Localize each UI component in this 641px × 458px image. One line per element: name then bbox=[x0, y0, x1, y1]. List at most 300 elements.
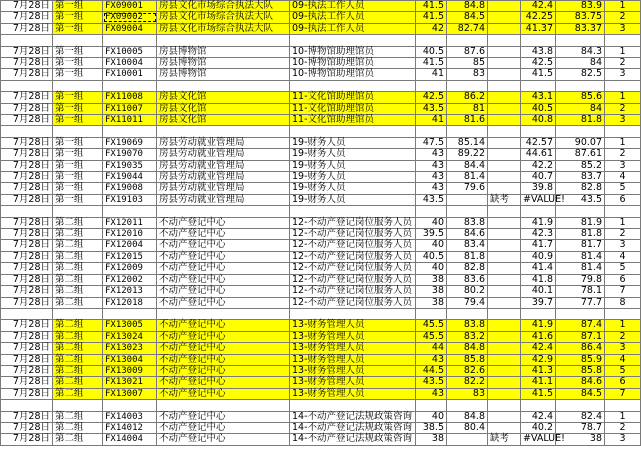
note-cell[interactable] bbox=[488, 1, 521, 12]
unit-cell[interactable]: 房县文化市场综合执法大队 bbox=[157, 12, 290, 23]
note-cell[interactable] bbox=[488, 149, 521, 160]
interview-score-cell[interactable]: 87.6 bbox=[447, 46, 488, 57]
rank-cell[interactable]: 6 bbox=[605, 194, 641, 205]
written-score-cell[interactable]: 39.5 bbox=[416, 229, 447, 240]
date-cell[interactable]: 7月28日 bbox=[1, 263, 53, 274]
empty-cell[interactable] bbox=[53, 400, 103, 411]
interview-score-cell[interactable]: 83.8 bbox=[447, 320, 488, 331]
group-cell[interactable]: 第一组 bbox=[53, 92, 103, 103]
position-cell[interactable]: 12-不动产登记岗位服务人员 bbox=[290, 240, 416, 251]
written-score-cell[interactable]: 41 bbox=[416, 69, 447, 80]
empty-cell[interactable] bbox=[157, 126, 290, 137]
rank-cell[interactable]: 2 bbox=[605, 103, 641, 114]
candidate-code-cell[interactable]: FX13024 bbox=[103, 331, 157, 342]
total-score-cell[interactable]: 43.5 bbox=[556, 194, 605, 205]
written-score-cell[interactable]: 43 bbox=[416, 183, 447, 194]
weighted-score-cell[interactable]: 40.9 bbox=[521, 251, 556, 262]
position-cell[interactable]: 19-财务人员 bbox=[290, 172, 416, 183]
total-score-cell[interactable]: 38 bbox=[556, 434, 605, 445]
unit-cell[interactable]: 房县文化市场综合执法大队 bbox=[157, 1, 290, 12]
interview-score-cell[interactable]: 86.2 bbox=[447, 92, 488, 103]
unit-cell[interactable]: 不动产登记中心 bbox=[157, 434, 290, 445]
group-cell[interactable]: 第二组 bbox=[53, 229, 103, 240]
candidate-code-cell[interactable]: FX12002 bbox=[103, 274, 157, 285]
empty-cell[interactable] bbox=[605, 400, 641, 411]
candidate-code-cell[interactable]: FX12018 bbox=[103, 297, 157, 308]
position-cell[interactable]: 14-不动产登记法规政策咨询 bbox=[290, 434, 416, 445]
candidate-code-cell[interactable]: FX14003 bbox=[103, 411, 157, 422]
note-cell[interactable] bbox=[488, 251, 521, 262]
rank-cell[interactable]: 3 bbox=[605, 160, 641, 171]
empty-cell[interactable] bbox=[157, 35, 290, 46]
total-score-cell[interactable]: 85.6 bbox=[556, 92, 605, 103]
note-cell[interactable]: 缺考 bbox=[488, 434, 521, 445]
position-cell[interactable]: 10-博物馆助理馆员 bbox=[290, 46, 416, 57]
written-score-cell[interactable]: 45.5 bbox=[416, 320, 447, 331]
candidate-code-cell[interactable]: FX11008 bbox=[103, 92, 157, 103]
empty-cell[interactable] bbox=[447, 35, 488, 46]
date-cell[interactable]: 7月28日 bbox=[1, 377, 53, 388]
candidate-code-cell[interactable]: FX12010 bbox=[103, 229, 157, 240]
group-cell[interactable]: 第二组 bbox=[53, 297, 103, 308]
date-cell[interactable]: 7月28日 bbox=[1, 92, 53, 103]
weighted-score-cell[interactable]: 41.9 bbox=[521, 320, 556, 331]
total-score-cell[interactable]: 84 bbox=[556, 103, 605, 114]
total-score-cell[interactable]: 81.9 bbox=[556, 217, 605, 228]
candidate-code-cell[interactable]: FX10001 bbox=[103, 69, 157, 80]
date-cell[interactable]: 7月28日 bbox=[1, 12, 53, 23]
position-cell[interactable]: 19-财务人员 bbox=[290, 137, 416, 148]
weighted-score-cell[interactable]: 41.37 bbox=[521, 23, 556, 34]
weighted-score-cell[interactable]: 42.3 bbox=[521, 229, 556, 240]
candidate-code-cell[interactable]: FX12009 bbox=[103, 263, 157, 274]
empty-cell[interactable] bbox=[103, 80, 157, 91]
empty-cell[interactable] bbox=[521, 80, 556, 91]
position-cell[interactable]: 14-不动产登记法规政策咨询 bbox=[290, 422, 416, 433]
empty-cell[interactable] bbox=[605, 80, 641, 91]
candidate-code-cell[interactable]: FX19044 bbox=[103, 172, 157, 183]
weighted-score-cell[interactable]: 40.5 bbox=[521, 103, 556, 114]
interview-score-cell[interactable]: 83.2 bbox=[447, 331, 488, 342]
interview-score-cell[interactable]: 81.4 bbox=[447, 172, 488, 183]
total-score-cell[interactable]: 84.3 bbox=[556, 46, 605, 57]
candidate-code-cell[interactable]: FX09002 bbox=[103, 12, 157, 23]
interview-score-cell[interactable]: 79.6 bbox=[447, 183, 488, 194]
interview-score-cell[interactable]: 84.8 bbox=[447, 343, 488, 354]
date-cell[interactable]: 7月28日 bbox=[1, 343, 53, 354]
group-cell[interactable]: 第一组 bbox=[53, 103, 103, 114]
interview-score-cell[interactable]: 81.8 bbox=[447, 251, 488, 262]
weighted-score-cell[interactable]: 41.6 bbox=[521, 331, 556, 342]
unit-cell[interactable]: 不动产登记中心 bbox=[157, 297, 290, 308]
empty-cell[interactable] bbox=[103, 35, 157, 46]
interview-score-cell[interactable]: 84.5 bbox=[447, 12, 488, 23]
total-score-cell[interactable]: 83.7 bbox=[556, 172, 605, 183]
position-cell[interactable]: 13-财务管理人员 bbox=[290, 331, 416, 342]
total-score-cell[interactable]: 82.5 bbox=[556, 69, 605, 80]
weighted-score-cell[interactable]: 42.4 bbox=[521, 1, 556, 12]
date-cell[interactable]: 7月28日 bbox=[1, 434, 53, 445]
group-cell[interactable]: 第一组 bbox=[53, 23, 103, 34]
empty-cell[interactable] bbox=[290, 400, 416, 411]
total-score-cell[interactable]: 84.6 bbox=[556, 377, 605, 388]
written-score-cell[interactable]: 44.5 bbox=[416, 365, 447, 376]
empty-cell[interactable] bbox=[1, 206, 53, 217]
group-cell[interactable]: 第二组 bbox=[53, 411, 103, 422]
candidate-code-cell[interactable]: FX12004 bbox=[103, 240, 157, 251]
weighted-score-cell[interactable]: 41.3 bbox=[521, 365, 556, 376]
note-cell[interactable] bbox=[488, 58, 521, 69]
candidate-code-cell[interactable]: FX12013 bbox=[103, 286, 157, 297]
note-cell[interactable] bbox=[488, 23, 521, 34]
unit-cell[interactable]: 不动产登记中心 bbox=[157, 263, 290, 274]
written-score-cell[interactable]: 47.5 bbox=[416, 137, 447, 148]
weighted-score-cell[interactable]: 42.25 bbox=[521, 12, 556, 23]
candidate-code-cell[interactable]: FX13021 bbox=[103, 377, 157, 388]
candidate-code-cell[interactable]: FX11007 bbox=[103, 103, 157, 114]
rank-cell[interactable]: 4 bbox=[605, 172, 641, 183]
rank-cell[interactable]: 2 bbox=[605, 12, 641, 23]
note-cell[interactable] bbox=[488, 297, 521, 308]
total-score-cell[interactable]: 85.2 bbox=[556, 160, 605, 171]
total-score-cell[interactable]: 83.37 bbox=[556, 23, 605, 34]
written-score-cell[interactable]: 43.5 bbox=[416, 194, 447, 205]
position-cell[interactable]: 19-财务人员 bbox=[290, 183, 416, 194]
empty-cell[interactable] bbox=[157, 80, 290, 91]
date-cell[interactable]: 7月28日 bbox=[1, 58, 53, 69]
note-cell[interactable] bbox=[488, 388, 521, 399]
weighted-score-cell[interactable]: 42.9 bbox=[521, 354, 556, 365]
empty-cell[interactable] bbox=[605, 206, 641, 217]
rank-cell[interactable]: 1 bbox=[605, 92, 641, 103]
unit-cell[interactable]: 不动产登记中心 bbox=[157, 251, 290, 262]
candidate-code-cell[interactable]: FX12011 bbox=[103, 217, 157, 228]
rank-cell[interactable]: 3 bbox=[605, 240, 641, 251]
weighted-score-cell[interactable]: 41.8 bbox=[521, 274, 556, 285]
position-cell[interactable]: 12-不动产登记岗位服务人员 bbox=[290, 286, 416, 297]
candidate-code-cell[interactable]: FX14004 bbox=[103, 434, 157, 445]
position-cell[interactable]: 12-不动产登记岗位服务人员 bbox=[290, 274, 416, 285]
empty-cell[interactable] bbox=[556, 126, 605, 137]
empty-cell[interactable] bbox=[416, 308, 447, 319]
empty-cell[interactable] bbox=[447, 126, 488, 137]
rank-cell[interactable]: 1 bbox=[605, 46, 641, 57]
written-score-cell[interactable]: 42 bbox=[416, 23, 447, 34]
empty-cell[interactable] bbox=[416, 35, 447, 46]
unit-cell[interactable]: 房县文化市场综合执法大队 bbox=[157, 23, 290, 34]
group-cell[interactable]: 第二组 bbox=[53, 251, 103, 262]
note-cell[interactable] bbox=[488, 354, 521, 365]
date-cell[interactable]: 7月28日 bbox=[1, 229, 53, 240]
group-cell[interactable]: 第二组 bbox=[53, 274, 103, 285]
rank-cell[interactable]: 3 bbox=[605, 23, 641, 34]
position-cell[interactable]: 19-财务人员 bbox=[290, 194, 416, 205]
interview-score-cell[interactable]: 85.8 bbox=[447, 354, 488, 365]
group-cell[interactable]: 第二组 bbox=[53, 434, 103, 445]
interview-score-cell[interactable]: 82.8 bbox=[447, 263, 488, 274]
position-cell[interactable]: 13-财务管理人员 bbox=[290, 320, 416, 331]
note-cell[interactable] bbox=[488, 46, 521, 57]
written-score-cell[interactable]: 40 bbox=[416, 217, 447, 228]
rank-cell[interactable]: 7 bbox=[605, 286, 641, 297]
interview-score-cell[interactable]: 84.8 bbox=[447, 411, 488, 422]
empty-cell[interactable] bbox=[416, 206, 447, 217]
group-cell[interactable]: 第二组 bbox=[53, 365, 103, 376]
note-cell[interactable] bbox=[488, 103, 521, 114]
empty-cell[interactable] bbox=[488, 35, 521, 46]
empty-cell[interactable] bbox=[1, 308, 53, 319]
total-score-cell[interactable]: 87.4 bbox=[556, 320, 605, 331]
interview-score-cell[interactable]: 85 bbox=[447, 58, 488, 69]
interview-score-cell[interactable]: 82.6 bbox=[447, 365, 488, 376]
candidate-code-cell[interactable]: FX13007 bbox=[103, 388, 157, 399]
weighted-score-cell[interactable]: 39.8 bbox=[521, 183, 556, 194]
weighted-score-cell[interactable]: #VALUE! bbox=[521, 194, 556, 205]
group-cell[interactable]: 第一组 bbox=[53, 137, 103, 148]
empty-cell[interactable] bbox=[605, 308, 641, 319]
weighted-score-cell[interactable]: 40.7 bbox=[521, 172, 556, 183]
total-score-cell[interactable]: 87.1 bbox=[556, 331, 605, 342]
unit-cell[interactable]: 不动产登记中心 bbox=[157, 286, 290, 297]
date-cell[interactable]: 7月28日 bbox=[1, 217, 53, 228]
written-score-cell[interactable]: 43.5 bbox=[416, 377, 447, 388]
group-cell[interactable]: 第一组 bbox=[53, 172, 103, 183]
unit-cell[interactable]: 房县博物馆 bbox=[157, 69, 290, 80]
unit-cell[interactable]: 不动产登记中心 bbox=[157, 377, 290, 388]
written-score-cell[interactable]: 40.5 bbox=[416, 251, 447, 262]
note-cell[interactable] bbox=[488, 411, 521, 422]
written-score-cell[interactable]: 40 bbox=[416, 411, 447, 422]
date-cell[interactable]: 7月28日 bbox=[1, 422, 53, 433]
rank-cell[interactable]: 1 bbox=[605, 1, 641, 12]
rank-cell[interactable]: 1 bbox=[605, 411, 641, 422]
weighted-score-cell[interactable]: 41.4 bbox=[521, 263, 556, 274]
total-score-cell[interactable]: 83.9 bbox=[556, 1, 605, 12]
unit-cell[interactable]: 不动产登记中心 bbox=[157, 422, 290, 433]
unit-cell[interactable]: 房县文化馆 bbox=[157, 92, 290, 103]
note-cell[interactable] bbox=[488, 160, 521, 171]
unit-cell[interactable]: 房县劳动就业管理局 bbox=[157, 137, 290, 148]
total-score-cell[interactable]: 83.75 bbox=[556, 12, 605, 23]
interview-score-cell[interactable]: 82.74 bbox=[447, 23, 488, 34]
position-cell[interactable]: 12-不动产登记岗位服务人员 bbox=[290, 297, 416, 308]
group-cell[interactable]: 第一组 bbox=[53, 46, 103, 57]
candidate-code-cell[interactable]: FX09001 bbox=[103, 1, 157, 12]
weighted-score-cell[interactable]: 41.5 bbox=[521, 69, 556, 80]
note-cell[interactable] bbox=[488, 343, 521, 354]
unit-cell[interactable]: 不动产登记中心 bbox=[157, 217, 290, 228]
total-score-cell[interactable]: 90.07 bbox=[556, 137, 605, 148]
empty-cell[interactable] bbox=[605, 126, 641, 137]
rank-cell[interactable]: 2 bbox=[605, 149, 641, 160]
empty-cell[interactable] bbox=[605, 35, 641, 46]
rank-cell[interactable]: 2 bbox=[605, 331, 641, 342]
note-cell[interactable] bbox=[488, 377, 521, 388]
rank-cell[interactable]: 1 bbox=[605, 217, 641, 228]
unit-cell[interactable]: 不动产登记中心 bbox=[157, 354, 290, 365]
empty-cell[interactable] bbox=[447, 80, 488, 91]
group-cell[interactable]: 第二组 bbox=[53, 343, 103, 354]
weighted-score-cell[interactable]: 41.5 bbox=[521, 388, 556, 399]
rank-cell[interactable]: 3 bbox=[605, 115, 641, 126]
written-score-cell[interactable]: 41.5 bbox=[416, 1, 447, 12]
empty-cell[interactable] bbox=[53, 126, 103, 137]
group-cell[interactable]: 第二组 bbox=[53, 331, 103, 342]
candidate-code-cell[interactable]: FX10004 bbox=[103, 58, 157, 69]
group-cell[interactable]: 第一组 bbox=[53, 194, 103, 205]
weighted-score-cell[interactable]: 43.8 bbox=[521, 46, 556, 57]
total-score-cell[interactable]: 84 bbox=[556, 58, 605, 69]
unit-cell[interactable]: 不动产登记中心 bbox=[157, 331, 290, 342]
empty-cell[interactable] bbox=[556, 206, 605, 217]
written-score-cell[interactable]: 42.5 bbox=[416, 92, 447, 103]
written-score-cell[interactable]: 38 bbox=[416, 297, 447, 308]
weighted-score-cell[interactable]: 39.7 bbox=[521, 297, 556, 308]
date-cell[interactable]: 7月28日 bbox=[1, 69, 53, 80]
rank-cell[interactable]: 4 bbox=[605, 354, 641, 365]
empty-cell[interactable] bbox=[53, 80, 103, 91]
written-score-cell[interactable]: 40 bbox=[416, 240, 447, 251]
empty-cell[interactable] bbox=[103, 400, 157, 411]
total-score-cell[interactable]: 81.4 bbox=[556, 263, 605, 274]
written-score-cell[interactable]: 41.5 bbox=[416, 12, 447, 23]
empty-cell[interactable] bbox=[488, 308, 521, 319]
empty-cell[interactable] bbox=[416, 80, 447, 91]
note-cell[interactable] bbox=[488, 172, 521, 183]
weighted-score-cell[interactable]: 42.4 bbox=[521, 343, 556, 354]
interview-score-cell[interactable] bbox=[447, 194, 488, 205]
date-cell[interactable]: 7月28日 bbox=[1, 320, 53, 331]
group-cell[interactable]: 第二组 bbox=[53, 422, 103, 433]
date-cell[interactable]: 7月28日 bbox=[1, 137, 53, 148]
total-score-cell[interactable]: 85.9 bbox=[556, 354, 605, 365]
empty-cell[interactable] bbox=[488, 206, 521, 217]
candidate-code-cell[interactable]: FX09004 bbox=[103, 23, 157, 34]
empty-cell[interactable] bbox=[488, 126, 521, 137]
rank-cell[interactable]: 1 bbox=[605, 137, 641, 148]
date-cell[interactable]: 7月28日 bbox=[1, 286, 53, 297]
candidate-code-cell[interactable]: FX19103 bbox=[103, 194, 157, 205]
empty-cell[interactable] bbox=[416, 400, 447, 411]
weighted-score-cell[interactable]: 44.61 bbox=[521, 149, 556, 160]
candidate-code-cell[interactable]: FX13004 bbox=[103, 354, 157, 365]
written-score-cell[interactable]: 40.5 bbox=[416, 46, 447, 57]
written-score-cell[interactable]: 41.5 bbox=[416, 58, 447, 69]
total-score-cell[interactable]: 79.8 bbox=[556, 274, 605, 285]
note-cell[interactable] bbox=[488, 12, 521, 23]
written-score-cell[interactable]: 43 bbox=[416, 354, 447, 365]
written-score-cell[interactable]: 38 bbox=[416, 286, 447, 297]
weighted-score-cell[interactable]: 40.8 bbox=[521, 115, 556, 126]
date-cell[interactable]: 7月28日 bbox=[1, 194, 53, 205]
date-cell[interactable]: 7月28日 bbox=[1, 297, 53, 308]
written-score-cell[interactable]: 38.5 bbox=[416, 422, 447, 433]
rank-cell[interactable]: 5 bbox=[605, 263, 641, 274]
total-score-cell[interactable]: 82.4 bbox=[556, 411, 605, 422]
empty-cell[interactable] bbox=[556, 400, 605, 411]
empty-cell[interactable] bbox=[521, 308, 556, 319]
interview-score-cell[interactable]: 83 bbox=[447, 69, 488, 80]
unit-cell[interactable]: 房县劳动就业管理局 bbox=[157, 183, 290, 194]
total-score-cell[interactable]: 86.4 bbox=[556, 343, 605, 354]
position-cell[interactable]: 13-财务管理人员 bbox=[290, 377, 416, 388]
candidate-code-cell[interactable]: FX14012 bbox=[103, 422, 157, 433]
position-cell[interactable]: 09-执法工作人员 bbox=[290, 23, 416, 34]
interview-score-cell[interactable]: 89.22 bbox=[447, 149, 488, 160]
total-score-cell[interactable]: 81.4 bbox=[556, 251, 605, 262]
position-cell[interactable]: 13-财务管理人员 bbox=[290, 365, 416, 376]
weighted-score-cell[interactable]: 42.57 bbox=[521, 137, 556, 148]
date-cell[interactable]: 7月28日 bbox=[1, 388, 53, 399]
rank-cell[interactable]: 2 bbox=[605, 58, 641, 69]
unit-cell[interactable]: 不动产登记中心 bbox=[157, 411, 290, 422]
candidate-code-cell[interactable]: FX13023 bbox=[103, 343, 157, 354]
note-cell[interactable] bbox=[488, 263, 521, 274]
unit-cell[interactable]: 房县文化馆 bbox=[157, 103, 290, 114]
empty-cell[interactable] bbox=[1, 126, 53, 137]
interview-score-cell[interactable]: 81 bbox=[447, 103, 488, 114]
candidate-code-cell[interactable]: FX19035 bbox=[103, 160, 157, 171]
group-cell[interactable]: 第二组 bbox=[53, 217, 103, 228]
note-cell[interactable]: 缺考 bbox=[488, 194, 521, 205]
note-cell[interactable] bbox=[488, 274, 521, 285]
date-cell[interactable]: 7月28日 bbox=[1, 365, 53, 376]
empty-cell[interactable] bbox=[447, 308, 488, 319]
candidate-code-cell[interactable]: FX13005 bbox=[103, 320, 157, 331]
candidate-code-cell[interactable]: FX19070 bbox=[103, 149, 157, 160]
interview-score-cell[interactable]: 81.6 bbox=[447, 115, 488, 126]
position-cell[interactable]: 19-财务人员 bbox=[290, 160, 416, 171]
rank-cell[interactable]: 5 bbox=[605, 183, 641, 194]
interview-score-cell[interactable]: 83 bbox=[447, 388, 488, 399]
total-score-cell[interactable]: 82.8 bbox=[556, 183, 605, 194]
empty-cell[interactable] bbox=[1, 400, 53, 411]
position-cell[interactable]: 13-财务管理人员 bbox=[290, 343, 416, 354]
written-score-cell[interactable]: 44 bbox=[416, 343, 447, 354]
position-cell[interactable]: 11-文化馆助理馆员 bbox=[290, 115, 416, 126]
empty-cell[interactable] bbox=[157, 400, 290, 411]
unit-cell[interactable]: 房县文化馆 bbox=[157, 115, 290, 126]
interview-score-cell[interactable]: 83.8 bbox=[447, 217, 488, 228]
total-score-cell[interactable]: 84.5 bbox=[556, 388, 605, 399]
unit-cell[interactable]: 房县劳动就业管理局 bbox=[157, 194, 290, 205]
note-cell[interactable] bbox=[488, 92, 521, 103]
rank-cell[interactable]: 3 bbox=[605, 434, 641, 445]
unit-cell[interactable]: 不动产登记中心 bbox=[157, 365, 290, 376]
group-cell[interactable]: 第二组 bbox=[53, 286, 103, 297]
unit-cell[interactable]: 不动产登记中心 bbox=[157, 274, 290, 285]
interview-score-cell[interactable]: 84.8 bbox=[447, 1, 488, 12]
total-score-cell[interactable]: 81.8 bbox=[556, 115, 605, 126]
weighted-score-cell[interactable]: #VALUE! bbox=[521, 434, 556, 445]
group-cell[interactable]: 第二组 bbox=[53, 388, 103, 399]
date-cell[interactable]: 7月28日 bbox=[1, 274, 53, 285]
unit-cell[interactable]: 不动产登记中心 bbox=[157, 320, 290, 331]
group-cell[interactable]: 第一组 bbox=[53, 69, 103, 80]
empty-cell[interactable] bbox=[53, 206, 103, 217]
rank-cell[interactable]: 3 bbox=[605, 343, 641, 354]
group-cell[interactable]: 第一组 bbox=[53, 115, 103, 126]
empty-cell[interactable] bbox=[1, 35, 53, 46]
note-cell[interactable] bbox=[488, 183, 521, 194]
note-cell[interactable] bbox=[488, 69, 521, 80]
date-cell[interactable]: 7月28日 bbox=[1, 172, 53, 183]
candidate-code-cell[interactable]: FX11011 bbox=[103, 115, 157, 126]
weighted-score-cell[interactable]: 41.7 bbox=[521, 240, 556, 251]
position-cell[interactable]: 12-不动产登记岗位服务人员 bbox=[290, 217, 416, 228]
written-score-cell[interactable]: 38 bbox=[416, 434, 447, 445]
empty-cell[interactable] bbox=[290, 35, 416, 46]
